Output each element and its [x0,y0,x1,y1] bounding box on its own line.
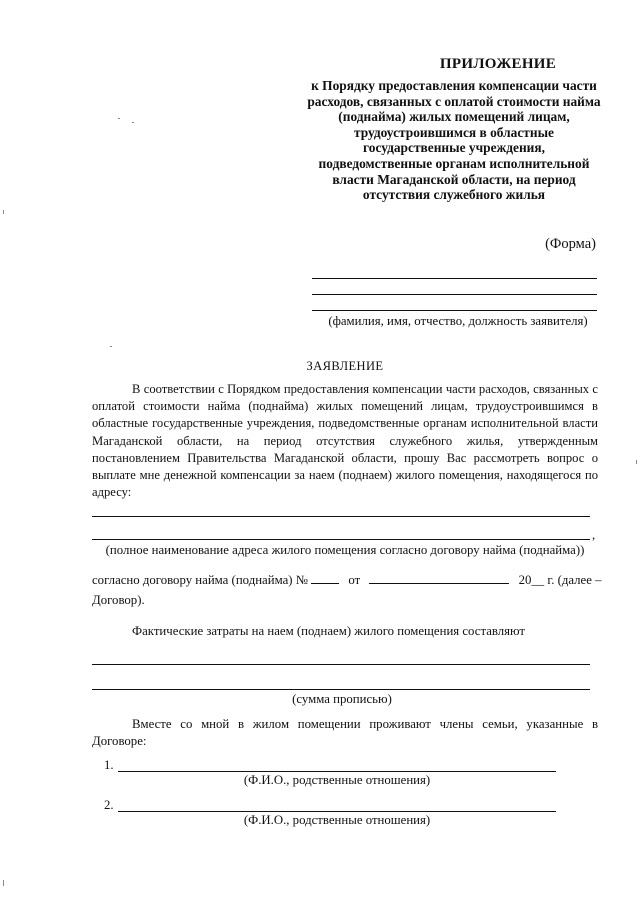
statement-intro-text: В соответствии с Порядком предоставления компенсации части расходов, связанных с оплатой стоимости найма (поднайма) жилых помещений лицам, трудоустроившимся в областные государственные учреждения, подведомственные органам исполнительной власти Магаданской области, на период отсутствия служебного жилья, утвержденным постановлением Правительства Магаданской области, прошу Вас рассмотреть вопрос о выплате мне денежной компенсации за наем (поднаем) жилого помещения, находящегося по адресу: [92,382,598,500]
family-member-1-caption: (Ф.И.О., родственные отношения) [243,773,431,787]
form-label: (Форма) [545,236,596,252]
contract-number-field[interactable] [311,571,339,584]
applicant-line-1[interactable] [312,278,597,279]
family-member-2-caption: (Ф.И.О., родственные отношения) [243,813,431,827]
applicant-caption: (фамилия, имя, отчество, должность заявителя) [328,314,588,328]
address-line-1[interactable] [92,516,590,517]
contract-suffix: Договор). [92,593,145,607]
scan-speck [636,460,637,464]
applicant-line-2[interactable] [312,294,597,295]
family-member-1-field[interactable] [118,771,556,772]
contract-prefix: согласно договору найма (поднайма) № [92,573,308,587]
scan-speck [3,880,4,886]
statement-heading: ЗАЯВЛЕНИЕ [306,359,384,373]
appendix-title: ПРИЛОЖЕНИЕ [439,56,557,72]
amount-caption: (сумма прописью) [292,692,392,706]
contract-from-label: от [348,573,361,587]
family-text: Вместе со мной в жилом помещении проживают члены семьи, указанные в Договоре: [92,717,598,748]
family-member-2-field[interactable] [118,811,556,812]
contract-row [92,571,602,588]
costs-text: Фактические затраты на наем (поднаем) жилого помещения составляют [132,624,526,638]
address-line-2[interactable] [92,539,590,540]
applicant-line-3[interactable] [312,310,597,311]
address-line-comma: , [592,528,596,542]
scan-speck [110,346,112,347]
amount-line-1[interactable] [92,664,590,665]
family-member-1-number: 1. [104,758,114,772]
amount-line-2[interactable] [92,689,590,690]
appendix-subtitle: к Порядку предоставления компенсации части расходов, связанных с оплатой стоимости найма (поднайма) жилых помещений лицам, трудоустроившимся в областные государственные учреждения, подведомственные органам исполнительной власти Магаданской области, на период отсутствия служебного жилья [307,78,601,203]
scan-speck [3,210,4,214]
contract-date-field[interactable] [369,571,509,584]
scan-speck [132,122,134,123]
family-member-2-number: 2. [104,798,114,812]
scan-speck [118,118,120,119]
statement-intro [92,381,598,501]
address-caption: (полное наименование адреса жилого помещения согласно договору найма (поднайма)) [105,543,585,557]
contract-year: 20__ г. (далее – [518,573,602,587]
